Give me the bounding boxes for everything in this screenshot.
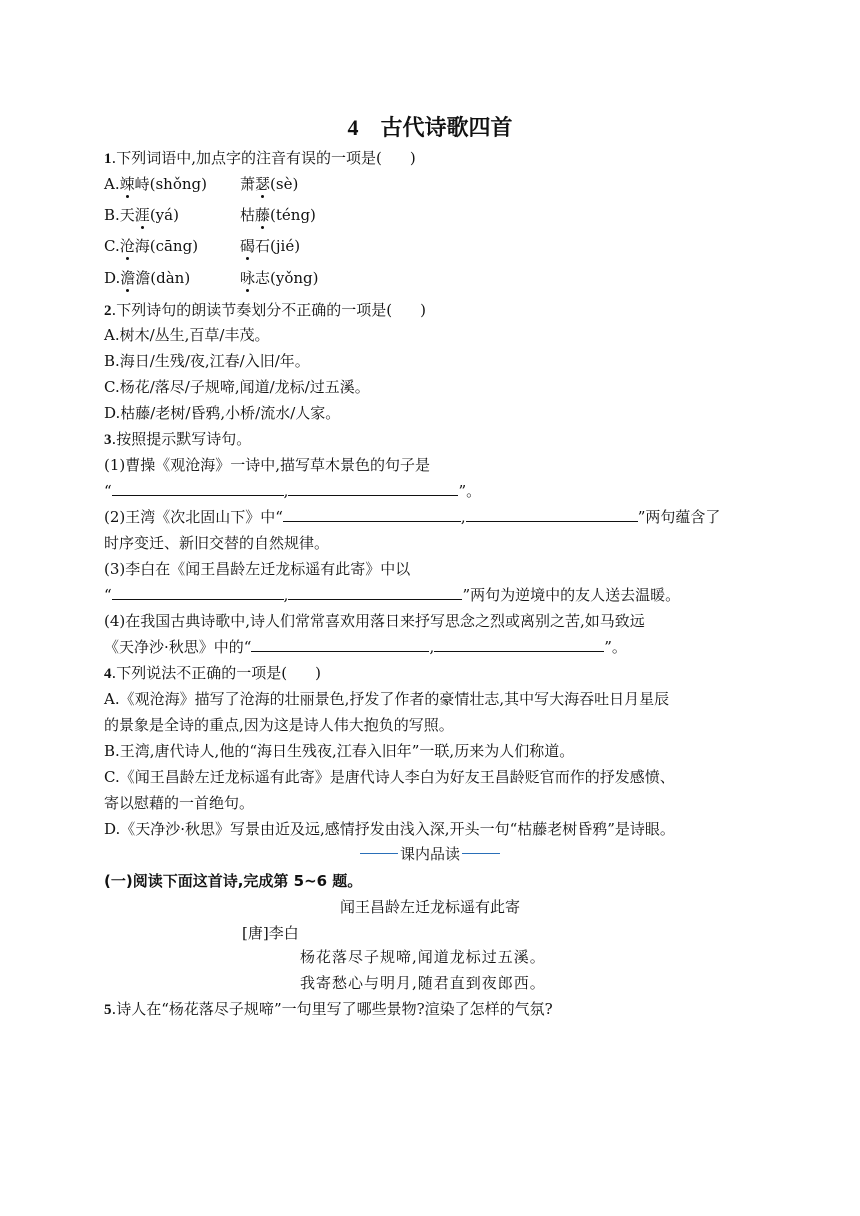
dotted-char: 竦 (119, 175, 135, 193)
question-2: 2.下列诗句的朗读节奏划分不正确的一项是( ) (104, 301, 426, 319)
dotted-char: 咏 (240, 269, 256, 287)
lesson-title: 古代诗歌四首 (380, 116, 513, 141)
answer-blank[interactable] (466, 507, 638, 522)
q1-option-b: B.天涯(yá) 枯藤(téng) (104, 206, 316, 224)
divider-line-right (462, 853, 500, 854)
q4-line: 寄以慰藉的一首绝句。 (104, 794, 255, 812)
dotted-char: 涯 (134, 206, 150, 224)
divider-line-left (360, 853, 398, 854)
section-divider (0, 843, 860, 864)
page-title (0, 114, 860, 143)
q4-line: B.王湾,唐代诗人,他的“海日生残夜,江春入旧年”一联,历来为人们称道。 (104, 742, 575, 760)
answer-blank[interactable] (288, 481, 458, 496)
dotted-char: 澹 (120, 269, 136, 287)
q2-option-c: C.杨花/落尽/子规啼,闻道/龙标/过五溪。 (104, 378, 370, 396)
answer-blank[interactable] (251, 637, 429, 652)
question-3: 3.按照提示默写诗句。 (104, 430, 252, 448)
answer-blank[interactable] (112, 585, 284, 600)
poem-line: 我寄愁心与明月,随君直到夜郎西。 (300, 974, 546, 992)
dotted-char: 沧 (119, 237, 135, 255)
answer-blank[interactable] (434, 637, 604, 652)
poem-author: [唐]李白 (242, 924, 299, 942)
q3-part-4-answer: 《天净沙·秋思》中的“ , ”。 (104, 638, 627, 656)
q3-part-4: (4)在我国古典诗歌中,诗人们常常喜欢用落日来抒写思念之烈或离别之苦,如马致远 (104, 612, 645, 630)
q4-line: C.《闻王昌龄左迁龙标遥有此寄》是唐代诗人李白为好友王昌龄贬官而作的抒发感愤、 (104, 768, 675, 786)
q1-option-d: D.澹澹(dàn) 咏志(yǒng) (104, 269, 319, 287)
question-4: 4.下列说法不正确的一项是( ) (104, 664, 321, 682)
dotted-char: 藤 (255, 206, 271, 224)
question-1: 1.下列词语中,加点字的注音有误的一项是( ) (104, 149, 416, 167)
answer-blank[interactable] (283, 507, 461, 522)
question-5: 5.诗人在“杨花落尽子规啼”一句里写了哪些景物?渲染了怎样的气氛? (104, 1000, 553, 1018)
answer-blank[interactable] (112, 481, 284, 496)
q3-part-3: (3)李白在《闻王昌龄左迁龙标遥有此寄》中以 (104, 560, 411, 578)
q3-part-1: (1)曹操《观沧海》一诗中,描写草木景色的句子是 (104, 456, 431, 474)
q3-part-2: (2)王湾《次北固山下》中“ , ”两句蕴含了 (104, 508, 721, 526)
section-label: 课内品读 (399, 845, 460, 863)
q4-line: A.《观沧海》描写了沧海的壮丽景色,抒发了作者的豪情壮志,其中写大海吞吐日月星辰 (104, 690, 670, 708)
q3-part-2-cont: 时序变迁、新旧交替的自然规律。 (104, 534, 330, 552)
part-1-heading: (一)阅读下面这首诗,完成第 5~6 题。 (104, 872, 363, 890)
q1-option-a: A.竦峙(shǒng) 萧瑟(sè) (104, 175, 299, 193)
dotted-char: 瑟 (255, 175, 271, 193)
poem-line: 杨花落尽子规啼,闻道龙标过五溪。 (300, 948, 546, 966)
poem-title: 闻王昌龄左迁龙标遥有此寄 (339, 898, 520, 916)
q2-option-b: B.海日/生残/夜,江春/入旧/年。 (104, 352, 310, 370)
q3-part-3-answer: “ , ”两句为逆境中的友人送去温暖。 (104, 586, 681, 604)
q2-option-d: D.枯藤/老树/昏鸦,小桥/流水/人家。 (104, 404, 341, 422)
lesson-number: 4 (347, 115, 359, 140)
q3-part-1-answer: “ , ”。 (104, 482, 482, 500)
q4-line: D.《天净沙·秋思》写景由近及远,感情抒发由浅入深,开头一句“枯藤老树昏鸦”是诗眼。 (104, 820, 675, 838)
dotted-char: 碣 (240, 237, 256, 255)
q4-line: 的景象是全诗的重点,因为这是诗人伟大抱负的写照。 (104, 716, 454, 734)
q2-option-a: A.树木/丛生,百草/丰茂。 (104, 326, 270, 344)
q1-option-c: C.沧海(cāng) 碣石(jié) (104, 237, 301, 255)
answer-blank[interactable] (288, 585, 462, 600)
